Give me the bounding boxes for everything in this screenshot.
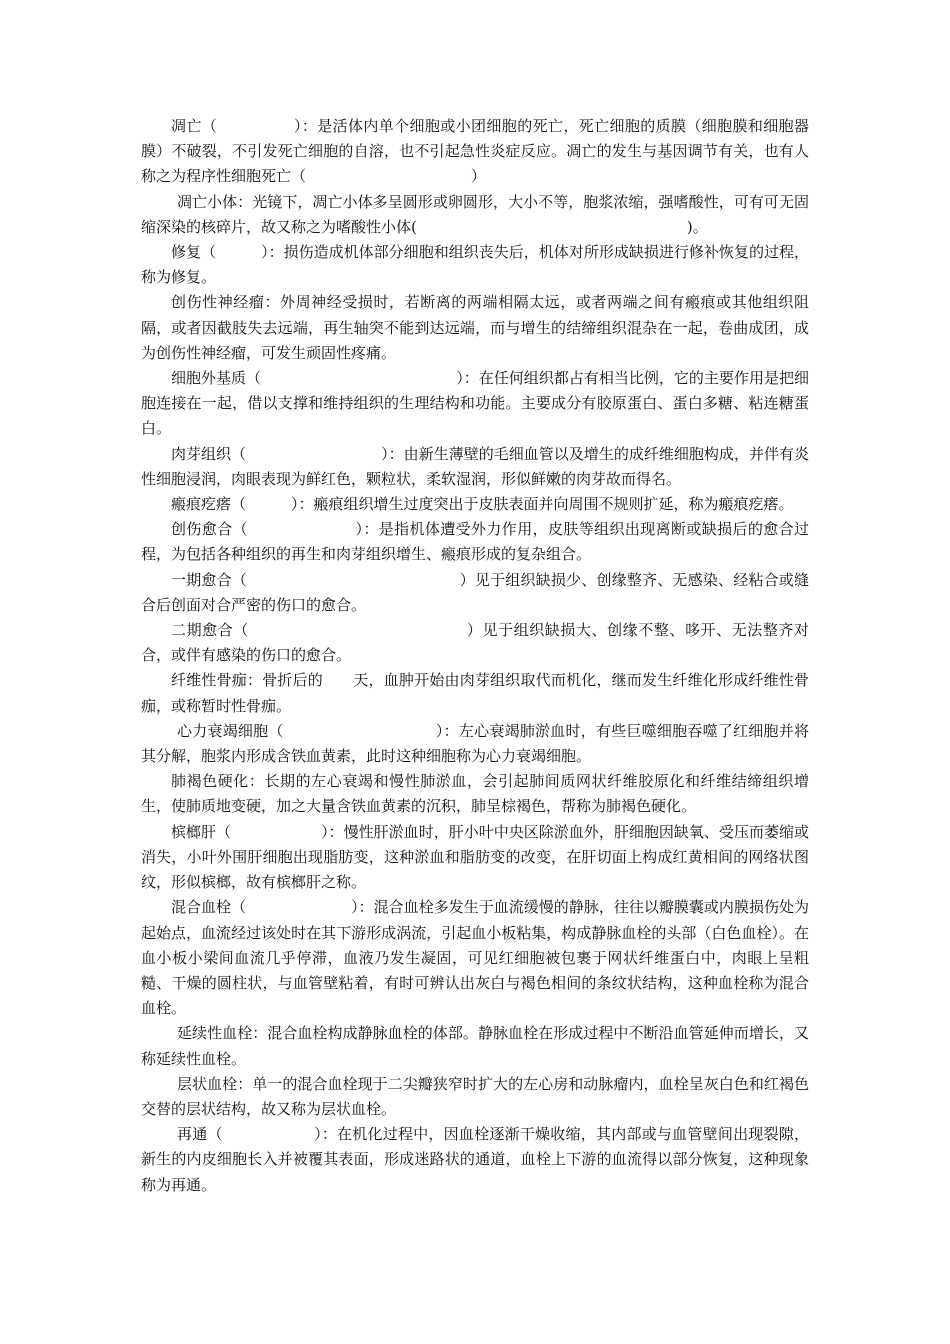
definition-brown-induration: 肺褐色硬化：长期的左心衰竭和慢性肺淤血，会引起肺间质网状纤维胶原化和纤维结缔组织增生，使肺质地变硬，加之大量含铁血黄素的沉积，肺呈棕褐色，帮称为肺褐色硬化。 [141,772,809,816]
definition-wound-healing: 创伤愈合（ ）：是指机体遭受外力作用，皮肤等组织出现离断或缺损后的愈合过程，为包括各种组织的再生和肉芽组织增生、瘢痕形成的复杂组合。 [141,520,809,564]
definition-fibrous-callus: 纤维性骨痂：骨折后的 天，血肿开始由肉芽组织取代而机化，继而发生纤维化形成纤维性骨痂，或称暂时性骨痂。 [141,671,809,715]
definition-keloid: 瘢痕疙瘩（ ）：瘢痕组织增生过度突出于皮肤表面并向周围不规则扩延，称为瘢痕疙瘩。 [171,495,794,514]
definition-repair: 修复（ ）：损伤造成机体部分细胞和组织丧失后，机体对所形成缺损进行修补恢复的过程，称为修复。 [141,243,809,287]
definition-granulation-tissue: 肉芽组织（ ）：由新生薄壁的毛细血管以及增生的成纤维细胞构成，并伴有炎性细胞浸润，肉眼表现为鲜红色，颗粒状，柔软湿润，形似鲜嫩的肉芽故而得名。 [141,444,809,488]
definition-heart-failure-cell: 心力衰竭细胞（ ）：左心衰竭肺淤血时，有些巨噬细胞吞噬了红细胞并将其分解，胞浆内形成含铁血黄素，此时这种细胞称为心力衰竭细胞。 [141,721,809,766]
definition-apoptotic-body: 凋亡小体：光镜下，凋亡小体多呈圆形或卵圆形，大小不等，胞浆浓缩，强嗜酸性，可有可无固缩深染的核碎片，故又称之为嗜酸性小体( )。 [141,192,809,236]
definition-secondary-healing: 二期愈合（ ）见于组织缺损大、创缘不整、哆开、无法整齐对合，或伴有感染的伤口的愈合。 [141,621,809,665]
definition-apoptosis: 凋亡（ ）：是活体内单个细胞或小团细胞的死亡，死亡细胞的质膜（细胞膜和细胞器膜）不破裂，不引发死亡细胞的自溶，也不引起急性炎症反应。凋亡的发生与基因调节有关，也有人称之为程序性细胞死亡（ ） [141,117,809,186]
definition-extracellular-matrix: 细胞外基质（ ）：在任何组织都占有相当比例，它的主要作用是把细胞连接在一起，借以支撑和维持组织的生理结构和功能。主要成分有胶原蛋白、蛋白多糖、粘连糖蛋白。 [141,369,809,438]
definition-primary-healing: 一期愈合（ ）见于组织缺损少、创缘整齐、无感染、经粘合或缝合后创面对合严密的伤口的愈合。 [141,570,809,614]
definition-nutmeg-liver: 槟榔肝（ ）：慢性肝淤血时，肝小叶中央区除淤血外，肝细胞因缺氧、受压而萎缩或消失，小叶外围肝细胞出现脂肪变，这种淤血和脂肪变的改变，在肝切面上构成红黄相间的网络状图纹，形似槟榔，故有槟榔肝之称。 [141,822,809,892]
definition-recanalization: 再通（ ）：在机化过程中，因血栓逐渐干燥收缩，其内部或与血管壁间出现裂隙，新生的内皮细胞长入并被覆其表面，形成迷路状的通道，血栓上下游的血流得以部分恢复，这种现象称为再通。 [141,1125,809,1194]
definition-laminated-thrombus: 层状血栓：单一的混合血栓现于二尖瓣狭窄时扩大的左心房和动脉瘤内，血栓呈灰白色和红褐色交替的层状结构，故又称为层状血栓。 [141,1074,809,1118]
definition-traumatic-neuroma: 创伤性神经瘤：外周神经受损时，若断离的两端相隔太远，或者两端之间有瘢痕或其他组织阻隔，或者因截肢失去远端，再生轴突不能到达远端，而与增生的结缔组织混杂在一起，卷曲成团，成为创伤性神经瘤，可发生顽固性疼痛。 [141,293,809,362]
definition-mixed-thrombus: 混合血栓（ ）：混合血栓多发生于血流缓慢的静脉，往往以瓣膜囊或内膜损伤处为起始点，血流经过该处时在其下游形成涡流，引起血小板粘集，构成静脉血栓的头部（白色血栓）。在血小板小梁间血流几乎停滞，血液乃发生凝固，可见红细胞被包裹于网状纤维蛋白中，肉眼上呈粗糙、干燥的圆柱状，与血管壁粘着，有时可辨认出灰白与褐色相间的条纹状结构，这种血栓称为混合血栓。 [141,898,809,1018]
definition-propagating-thrombus: 延续性血栓：混合血栓构成静脉血栓的体部。静脉血栓在形成过程中不断沿血管延伸而增长，又称延续性血栓。 [141,1024,809,1068]
document-body [141,114,809,1198]
